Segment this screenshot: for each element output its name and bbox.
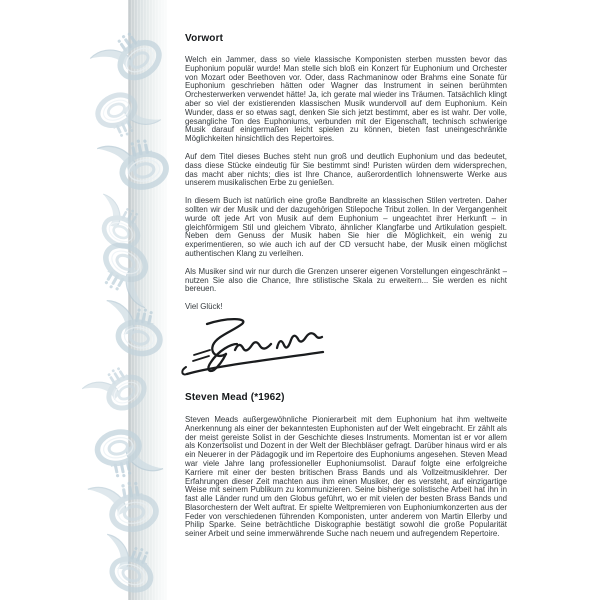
page-title: Vorwort — [185, 33, 224, 44]
intro-paragraph-4: Als Musiker sind wir nur durch die Grenzen unserer eigenen Vorstellungen eingeschränkt – nutzen Sie also die Chance, Ihre stilistische Skala zu erweitern... Sie werden es nicht bereuen. — [185, 266, 507, 294]
page-content — [185, 33, 507, 548]
bio-paragraph: Steven Meads außergewöhnliche Pionierarbeit mit dem Euphonium hat ihm weltweite Anerkennung als einer der bekanntesten Euphonisten auf der Welt eingebracht. Er zählt als der meist gereiste Solist in der Geschichte dieses Instruments. Momentan ist er vor allem als Konzertsolist und Dozent in der Welt der Blechbläser gefragt. Darüber hinaus wird er als ein Neuerer in der Pädagogik und im Repertoire des Euphoniums angesehen. Steven Mead war viele Jahre lang professioneller Euphoniumsolist. Darauf folgte eine erfolgreiche Karriere mit einer der besten britischen Brass Bands und als Vollzeitmusiklehrer. Der Erfahrungen dieser Zeit machten aus ihm einen Musiker, der es versteht, auf einzigartige Weise mit seinem Publikum zu kommunizieren. Seine bisherige solistische Arbeit hat ihn in fast alle Länder rund um den Globus geführt, wo er mit vielen der besten Brass Bands und Blasorchestern der Welt auftrat. Er spielte Weltpremieren von Euphoniumkonzerten aus der Feder von verschiedenen führenden Komponisten, unter anderem von Martin Ellerby und Philip Sparke. Seine beträchtliche Diskographie bestätigt sowohl die große Popularität seiner Arbeit und seine immerwährende Suche nach neuem und aufregendem Repertoire. — [185, 414, 507, 539]
closing-text: Viel Glück! — [185, 302, 223, 312]
gradient-bar — [128, 0, 167, 600]
intro-paragraph-1: Welch ein Jammer, dass so viele klassische Komponisten sterben mussten bevor das Euphonium populär wurde! Man stelle sich bloß ein Konzert für Euphonium und Orchester von Mozart oder Beethoven vor. Oder, dass Rachmaninow oder Brahms eine Sonate für Euphonium geschrieben hätten oder Wagner das Instrument in seinen berühmten Orchesterwerken verwendet hätte! Ja, ich gerate mal wieder ins Träumen. Tatsächlich klingt aber so viel der existierenden klassischen Musik wundervoll auf dem Euphonium. Kein Wunder, dass er so etwas sagt, denken Sie sich jetzt bestimmt, aber es ist wahr. Der volle, gesangliche Ton des Euphoniums, verbunden mit der Eigenschaft, technisch schwierige Musik darauf einigermaßen leicht spielen zu können, bieten fast uneingeschränkte Möglichkeiten hinsichtlich des Repertoires. — [185, 55, 507, 144]
intro-paragraph-3: In diesem Buch ist natürlich eine große Bandbreite an klassischen Stilen vertreten. Daher sollten wir der Musik und der dazugehörigen Stilepoche Tribut zollen. In der Vergangenheit wurde oft jede Art von Musik auf dem Euphonium – ungeachtet ihrer Herkunft – in gleichförmigem Stil und gleichem Vibrato, ähnlicher Klangfarbe und Artikulation gespielt. Neben dem Genuss der Musik haben Sie hier die Möglichkeit, ein wenig zu experimentieren, so wie auch ich auf der CD versucht habe, der Musik einen möglichst authentischen Klang zu verleihen. — [185, 196, 507, 258]
signature-image — [173, 314, 348, 382]
bio-heading: Steven Mead (*1962) — [185, 391, 285, 403]
intro-paragraph-2: Auf dem Titel dieses Buches steht nun groß und deutlich Euphonium und das bedeutet, dass diese Stücke eindeutig für Sie bestimmt sind! Puristen würden dem widersprechen, das macht aber nichts; dies ist Ihre Chance, außerordentlich lohnenswerte Werke aus unserem musikalischen Erbe zu genießen. — [185, 151, 507, 188]
signature — [185, 312, 507, 382]
